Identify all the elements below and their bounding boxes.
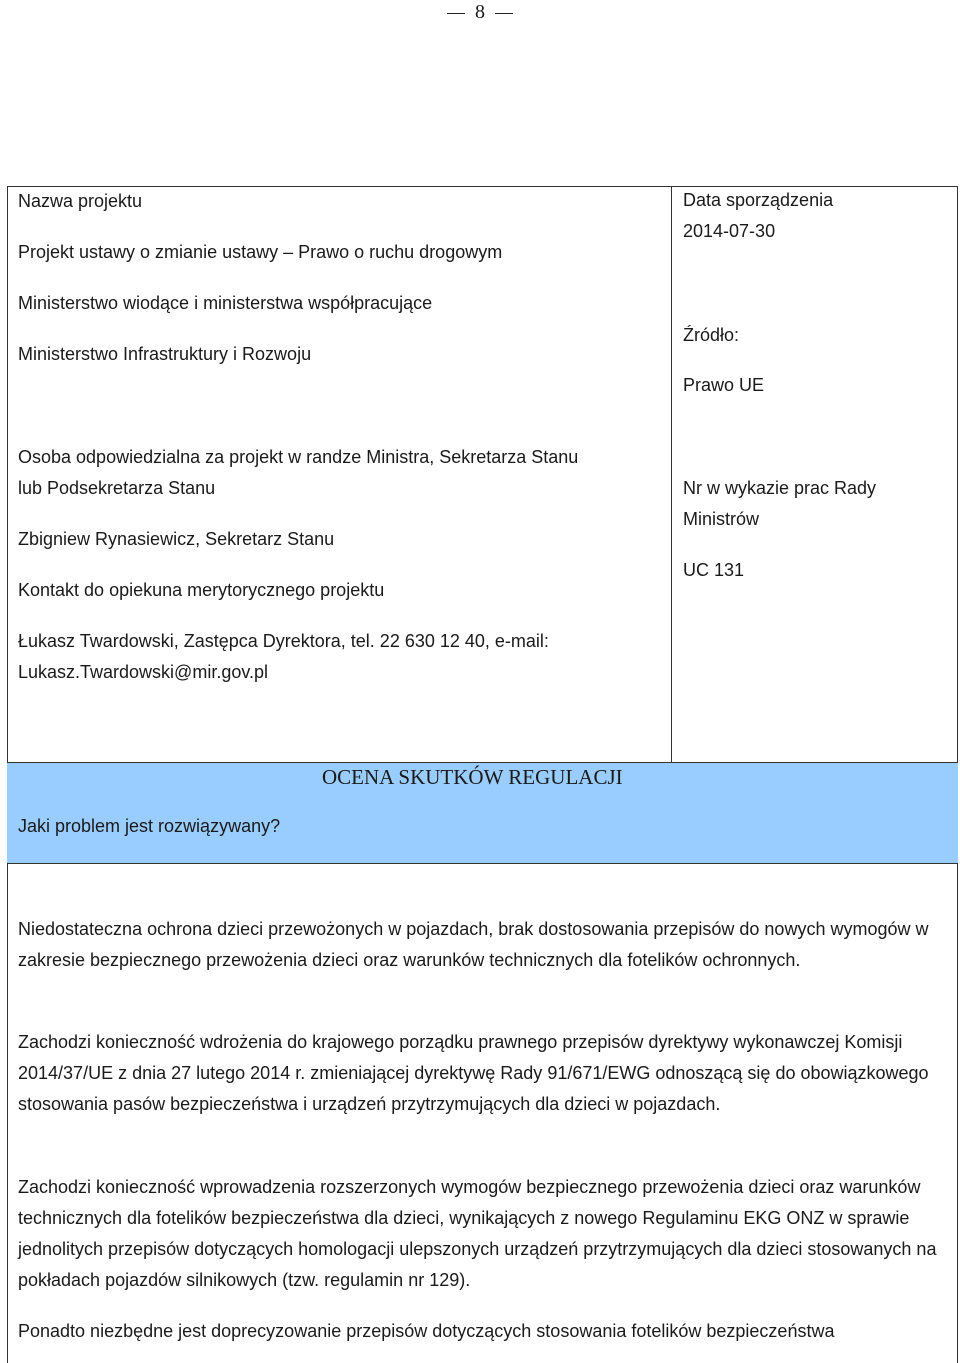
- problem-paragraph-2: Zachodzi konieczność wdrożenia do krajowego porządku prawnego przepisów dyrektywy wykonawczej Komisji 2014/37/UE z dnia 27 lutego 2014 r. zmieniającej dyrektywę Rady 91/671/EWG odnoszącą się do obowiązkowego stosowania pasów bezpieczeństwa i urządzeń przytrzymujących dla dzieci w pojazdach.: [18, 1032, 929, 1114]
- page-number-value: 8: [475, 1, 485, 23]
- date-label: Data sporządzenia: [683, 190, 834, 210]
- problem-question: Jaki problem jest rozwiązywany?: [18, 816, 281, 836]
- registry-label-line-2: Ministrów: [683, 509, 760, 529]
- contact-email[interactable]: Lukasz.Twardowski@mir.gov.pl: [18, 662, 269, 682]
- contact-line-1: Łukasz Twardowski, Zastępca Dyrektora, tel. 22 630 12 40, e-mail:: [18, 631, 549, 651]
- ministry: Ministerstwo Infrastruktury i Rozwoju: [18, 344, 312, 364]
- responsible-label-line-1: Osoba odpowiedzialna za projekt w randze Ministra, Sekretarza Stanu: [18, 447, 579, 467]
- page-number-dash-left: [447, 13, 465, 14]
- header-table-column-divider: [671, 186, 672, 763]
- registry-label-line-1: Nr w wykazie prac Rady: [683, 478, 877, 498]
- contact-label: Kontakt do opiekuna merytorycznego projektu: [18, 580, 385, 600]
- responsible-person: Zbigniew Rynasiewicz, Sekretarz Stanu: [18, 529, 335, 549]
- page-number: [0, 2, 960, 22]
- page-number-dash-right: [495, 13, 513, 14]
- ministry-label: Ministerstwo wiodące i ministerstwa współpracujące: [18, 293, 433, 313]
- source-label: Źródło:: [683, 325, 740, 345]
- problem-paragraph-3: Zachodzi konieczność wprowadzenia rozszerzonych wymogów bezpiecznego przewożenia dzieci oraz warunków technicznych dla fotelików bezpieczeństwa dla dzieci, wynikających z nowego Regulaminu EKG ONZ w sprawie jednolitych przepisów dotyczących homologacji ulepszonych urządzeń przytrzymujących dla dzieci stosowanych na pokładach pojazdów silnikowych (tzw. regulamin nr 129).: [18, 1177, 937, 1290]
- registry-value: UC 131: [683, 560, 745, 580]
- date-value: 2014-07-30: [683, 221, 776, 241]
- responsible-label-line-2: lub Podsekretarza Stanu: [18, 478, 216, 498]
- project-name-label: Nazwa projektu: [18, 191, 143, 211]
- problem-paragraph-4: Ponadto niezbędne jest doprecyzowanie przepisów dotyczących stosowania fotelików bezpieczeństwa: [18, 1321, 835, 1341]
- project-name: Projekt ustawy o zmianie ustawy – Prawo o ruchu drogowym: [18, 242, 503, 262]
- problem-paragraph-1: Niedostateczna ochrona dzieci przewożonych w pojazdach, brak dostosowania przepisów do nowych wymogów w zakresie bezpiecznego przewożenia dzieci oraz warunków technicznych dla fotelików ochronnych.: [18, 919, 929, 970]
- assessment-title: OCENA SKUTKÓW REGULACJI: [322, 765, 623, 789]
- source-value: Prawo UE: [683, 375, 765, 395]
